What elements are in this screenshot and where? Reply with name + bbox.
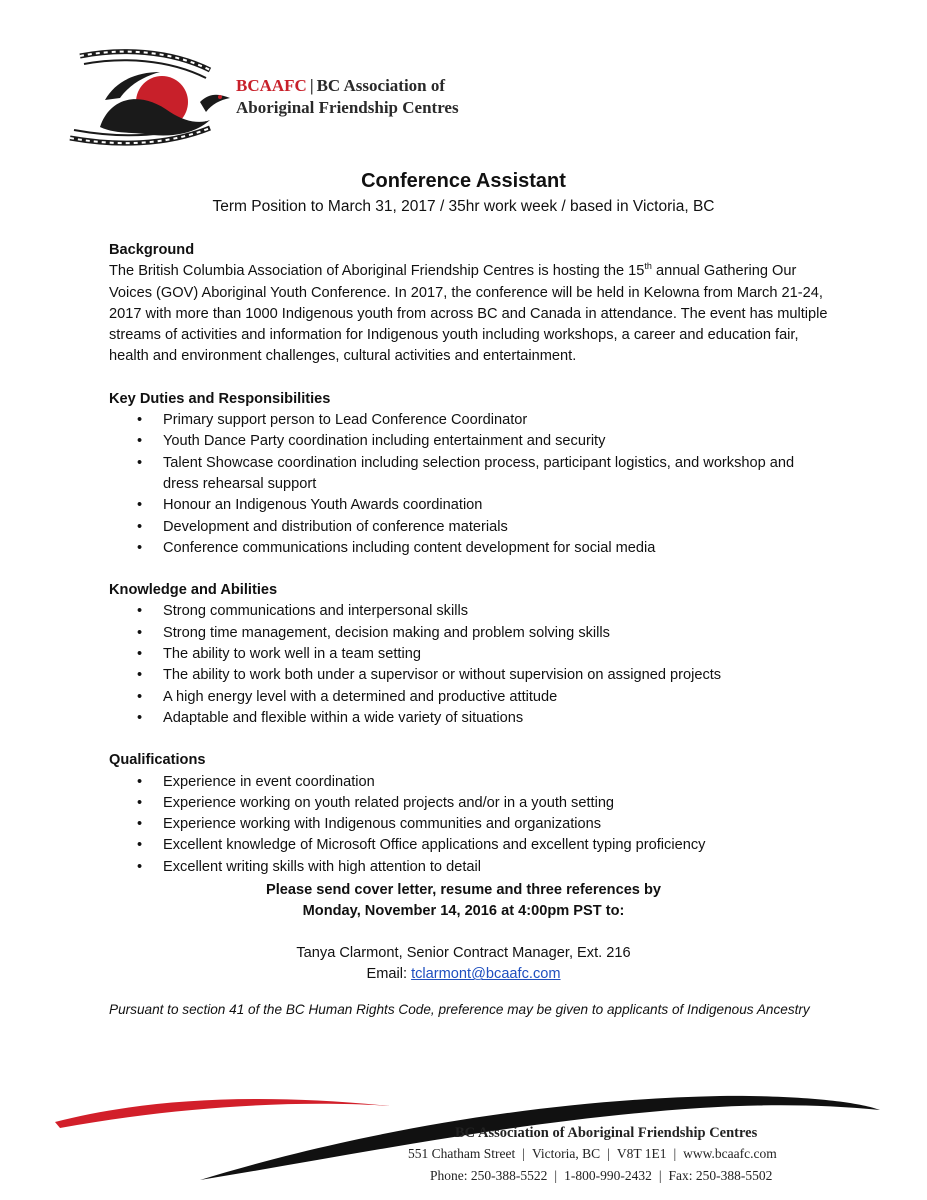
cta-line2: Monday, November 14, 2016 at 4:00pm PST to: (302, 903, 625, 920)
background-text (109, 261, 829, 367)
footer-phone: Phone: 250-388-5522 (430, 1168, 548, 1183)
bullet-icon: • (137, 794, 143, 811)
list-item-text: Youth Dance Party coordination including entertainment and security (163, 433, 606, 450)
logo-name-line2: Aboriginal Friendship Centres (236, 98, 459, 117)
email-label: Email: (366, 966, 412, 983)
footer-separator: | (658, 1168, 662, 1183)
footer-address (408, 1146, 777, 1162)
list-item (109, 538, 829, 559)
list-item (109, 410, 829, 431)
qualifications-list (109, 772, 829, 878)
bcaafc-logo-icon (60, 42, 240, 152)
bullet-icon: • (137, 624, 143, 641)
list-item-text: Strong communications and interpersonal skills (163, 603, 468, 620)
list-item (109, 772, 829, 793)
bullet-icon: • (137, 412, 143, 429)
list-item (109, 644, 829, 665)
list-item-text: Development and distribution of conference materials (163, 518, 508, 535)
list-item-text: Excellent knowledge of Microsoft Office applications and excellent typing proficiency (163, 837, 706, 854)
list-item (109, 453, 829, 496)
list-item (109, 708, 829, 729)
list-item-text: Conference communications including content development for social media (163, 539, 656, 556)
footer-fax: Fax: 250-388-5502 (668, 1168, 773, 1183)
logo-separator: | (309, 76, 314, 95)
list-item (109, 601, 829, 622)
list-item (109, 687, 829, 708)
qualifications-section (109, 750, 829, 878)
disclaimer-text: Pursuant to section 41 of the BC Human Rights Code, preference may be given to applicants of Indigenous Ancestry (109, 1002, 810, 1017)
footer-postal: V8T 1E1 (616, 1146, 667, 1161)
footer-website: www.bcaafc.com (683, 1146, 777, 1161)
duties-list (109, 410, 829, 559)
footer-separator: | (554, 1168, 558, 1183)
list-item (109, 793, 829, 814)
bullet-icon: • (137, 837, 143, 854)
duties-section (109, 389, 829, 559)
list-item-text: A high energy level with a determined and productive attitude (163, 688, 558, 705)
list-item-text: The ability to work well in a team setting (163, 646, 421, 663)
background-text-part2: annual Gathering Our Voices (GOV) Aboriginal Youth Conference. In 2017, the conference will be held in Kelowna from March 21-24, 2017 with more than 1000 Indigenous youth from across BC and Canada in attendance. The event has multiple streams of activities and information for Indigenous youth including workshops, a career and education fair, health and environment challenges, cultural activities and entertainment. (109, 263, 828, 365)
list-item-text: Experience in event coordination (163, 773, 375, 790)
bullet-icon: • (137, 688, 143, 705)
logo-name-line1: BC Association of (316, 76, 446, 95)
knowledge-list (109, 601, 829, 729)
bullet-icon: • (137, 539, 143, 556)
knowledge-heading: Knowledge and Abilities (109, 582, 278, 599)
logo-wordmark (236, 75, 459, 119)
list-item (109, 814, 829, 835)
list-item-text: Excellent writing skills with high attention to detail (163, 858, 481, 875)
list-item-text: Experience working with Indigenous communities and organizations (163, 816, 602, 833)
footer-separator: | (522, 1146, 525, 1161)
bullet-icon: • (137, 773, 143, 790)
application-instructions (0, 880, 927, 923)
bullet-icon: • (137, 518, 143, 535)
knowledge-section (109, 580, 829, 729)
footer-org-name: BC Association of Aboriginal Friendship Centres (455, 1125, 758, 1141)
list-item-text: Experience working on youth related projects and/or in a youth setting (163, 794, 615, 811)
contact-block (0, 943, 927, 986)
bullet-icon: • (137, 433, 143, 450)
footer-separator: | (673, 1146, 677, 1161)
contact-person: Tanya Clarmont, Senior Contract Manager, Ext. 216 (296, 945, 631, 961)
background-text-part1: The British Columbia Association of Aboriginal Friendship Centres is hosting the 15 (109, 263, 645, 280)
list-item (109, 495, 829, 516)
list-item-text: Adaptable and flexible within a wide variety of situations (163, 709, 524, 726)
background-heading: Background (109, 242, 195, 258)
bullet-icon: • (137, 816, 143, 833)
cta-line1: Please send cover letter, resume and three references by (265, 882, 662, 898)
list-item (109, 835, 829, 856)
footer-tollfree: 1-800-990-2432 (564, 1168, 652, 1183)
list-item (109, 857, 829, 878)
bullet-icon: • (137, 709, 143, 726)
list-item (109, 665, 829, 686)
list-item (109, 517, 829, 538)
list-item (109, 431, 829, 452)
list-item-text: Strong time management, decision making and problem solving skills (163, 624, 610, 641)
bullet-icon: • (137, 497, 143, 514)
bullet-icon: • (137, 603, 143, 620)
qualifications-heading: Qualifications (109, 752, 206, 769)
job-description (109, 240, 829, 899)
page-subtitle: Term Position to March 31, 2017 / 35hr work week / based in Victoria, BC (212, 198, 715, 215)
bullet-icon: • (137, 858, 143, 875)
ordinal-suffix: th (644, 261, 652, 272)
background-section (109, 240, 829, 368)
list-item-text: Honour an Indigenous Youth Awards coordination (163, 497, 483, 514)
footer-phones (430, 1168, 772, 1184)
list-item-text: Talent Showcase coordination including selection process, participant logistics, and workshop and dress rehearsal support (163, 454, 795, 492)
footer-separator: | (607, 1146, 610, 1161)
logo-abbreviation: BCAAFC (236, 76, 307, 95)
bullet-icon: • (137, 646, 143, 663)
list-item (109, 623, 829, 644)
bullet-icon: • (137, 667, 143, 684)
list-item-text: Primary support person to Lead Conference Coordinator (163, 412, 528, 429)
duties-heading: Key Duties and Responsibilities (109, 390, 331, 407)
email-link[interactable]: tclarmont@bcaafc.com (411, 966, 561, 983)
page-title: Conference Assistant (361, 170, 566, 192)
footer-street: 551 Chatham Street (408, 1146, 516, 1161)
contact-email-row (0, 964, 927, 985)
list-item-text: The ability to work both under a supervisor or without supervision on assigned projects (163, 667, 722, 684)
footer-city: Victoria, BC (531, 1146, 601, 1161)
bullet-icon: • (137, 454, 143, 471)
